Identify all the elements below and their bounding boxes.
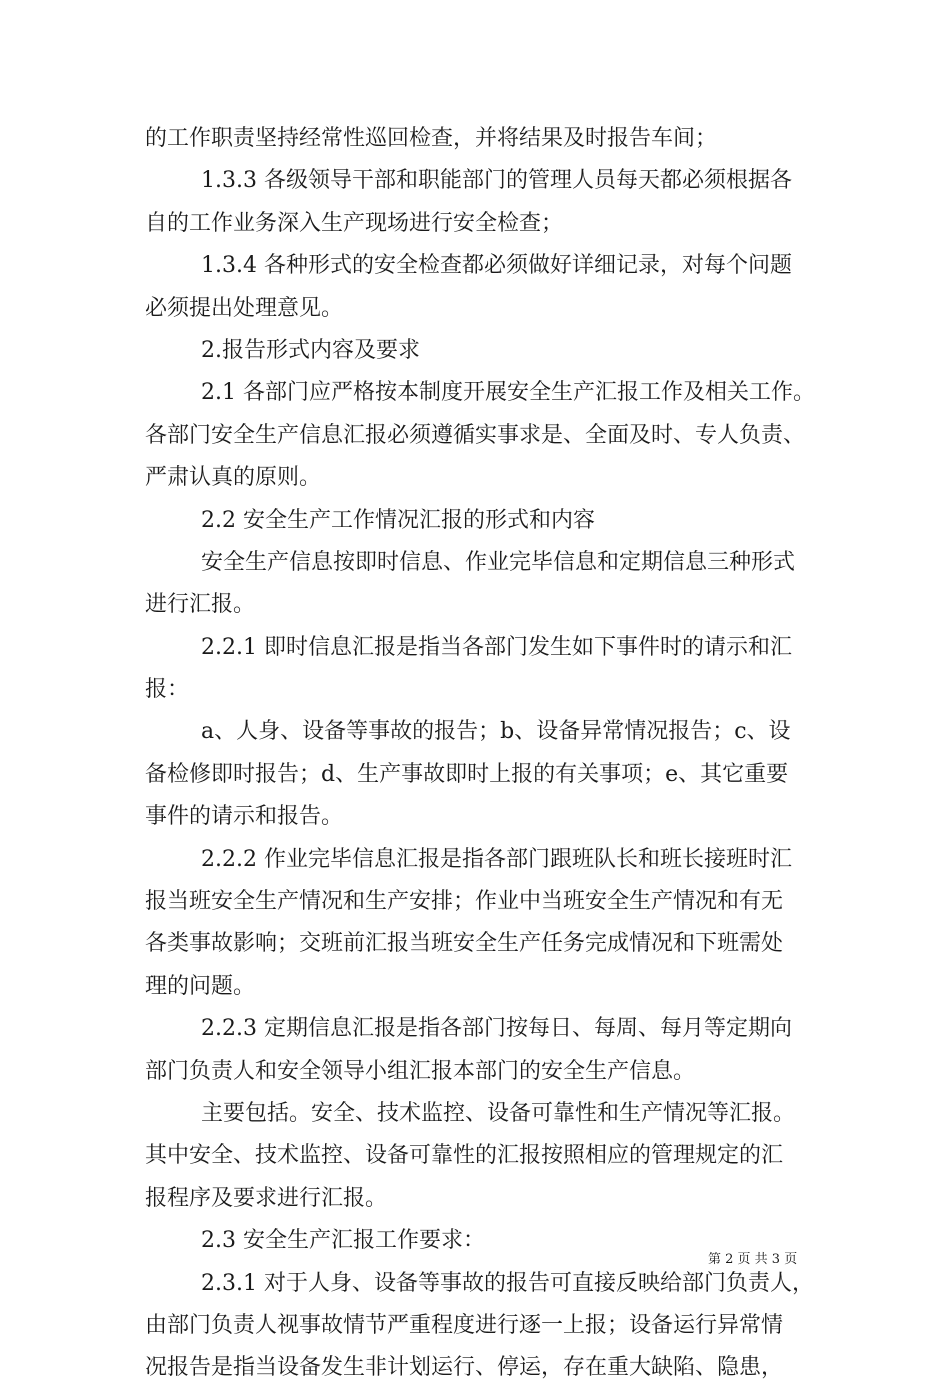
- text-line: [145, 881, 830, 923]
- text-line-content: 事件的请示和报告。: [145, 804, 344, 830]
- text-line: [145, 542, 830, 584]
- text-line-content: 2.2.1 即时信息汇报是指当各部门发生如下事件时的请示和汇: [201, 634, 792, 660]
- text-line-content: 安全生产信息按即时信息、作业完毕信息和定期信息三种形式: [201, 549, 796, 575]
- text-line: [145, 1051, 830, 1093]
- page-number: 第 2 页 共 3 页: [708, 1252, 798, 1267]
- text-line-content: 况报告是指当设备发生非计划运行、停运，存在重大缺陷、隐患，: [145, 1355, 784, 1381]
- text-line-content: 报当班安全生产情况和生产安排；作业中当班安全生产情况和有无: [145, 889, 784, 915]
- text-line: [145, 245, 830, 287]
- text-line: [145, 118, 830, 160]
- document-body: [145, 118, 830, 1390]
- text-line: [145, 1263, 830, 1305]
- text-line-content: 严肃认真的原则。: [145, 465, 322, 491]
- text-line: [145, 1305, 830, 1347]
- text-line: [145, 627, 830, 669]
- text-line-content: 进行汇报。: [145, 592, 256, 618]
- text-line-content: 各部门安全生产信息汇报必须遵循实事求是、全面及时、专人负责、: [145, 422, 806, 448]
- text-line-content: 2.2.2 作业完毕信息汇报是指各部门跟班队长和班长接班时汇: [201, 846, 792, 872]
- text-line: [145, 669, 830, 711]
- text-line-content: 1.3.3 各级领导干部和职能部门的管理人员每天都必须根据各: [201, 168, 792, 194]
- text-line-content: 报：: [145, 677, 190, 703]
- text-line-content: 备检修即时报告；d、生产事故即时上报的有关事项；e、其它重要: [145, 761, 789, 787]
- text-line: [145, 288, 830, 330]
- text-line: [145, 796, 830, 838]
- text-line-content: 的工作职责坚持经常性巡回检查，并将结果及时报告车间；: [145, 126, 718, 151]
- text-line: [145, 754, 830, 796]
- text-line: [145, 839, 830, 881]
- text-line: [145, 160, 830, 202]
- text-line-content: 由部门负责人视事故情节严重程度进行逐一上报；设备运行异常情: [145, 1312, 784, 1338]
- text-line-content: 各类事故影响；交班前汇报当班安全生产任务完成情况和下班需处: [145, 931, 784, 957]
- text-line: [145, 1347, 830, 1389]
- text-line: [145, 1135, 830, 1177]
- text-line: [145, 1008, 830, 1050]
- text-line: [145, 711, 830, 753]
- text-line-content: 必须提出处理意见。: [145, 295, 344, 321]
- text-line: [145, 584, 830, 626]
- text-line-content: 2.3.1 对于人身、设备等事故的报告可直接反映给部门负责人，: [201, 1270, 814, 1296]
- text-line-content: 1.3.4 各种形式的安全检查都必须做好详细记录，对每个问题: [201, 253, 792, 279]
- text-line-content: 其中安全、技术监控、设备可靠性的汇报按照相应的管理规定的汇: [145, 1143, 784, 1169]
- text-line: [145, 415, 830, 457]
- text-line: [145, 203, 830, 245]
- text-line: [145, 330, 830, 372]
- text-line-content: 2.报告形式内容及要求: [201, 337, 420, 363]
- text-line-content: 主要包括。安全、技术监控、设备可靠性和生产情况等汇报。: [201, 1100, 796, 1126]
- text-line: [145, 923, 830, 965]
- text-line: [145, 1178, 830, 1220]
- text-line-content: 2.2.3 定期信息汇报是指各部门按每日、每周、每月等定期向: [201, 1016, 792, 1042]
- text-line: [145, 966, 830, 1008]
- text-line-content: 2.2 安全生产工作情况汇报的形式和内容: [201, 507, 595, 533]
- text-line: [145, 372, 830, 414]
- text-line: [145, 1093, 830, 1135]
- text-line-content: a、人身、设备等事故的报告；b、设备异常情况报告；c、设: [201, 719, 791, 745]
- text-line-content: 理的问题。: [145, 973, 256, 999]
- text-line: [145, 457, 830, 499]
- text-line-content: 自的工作业务深入生产现场进行安全检查；: [145, 210, 564, 236]
- text-line-content: 2.1 各部门应严格按本制度开展安全生产汇报工作及相关工作。: [201, 380, 815, 406]
- text-line-content: 部门负责人和安全领导小组汇报本部门的安全生产信息。: [145, 1058, 696, 1084]
- text-line-content: 报程序及要求进行汇报。: [145, 1185, 388, 1211]
- text-line: [145, 500, 830, 542]
- text-line-content: 2.3 安全生产汇报工作要求：: [201, 1228, 485, 1254]
